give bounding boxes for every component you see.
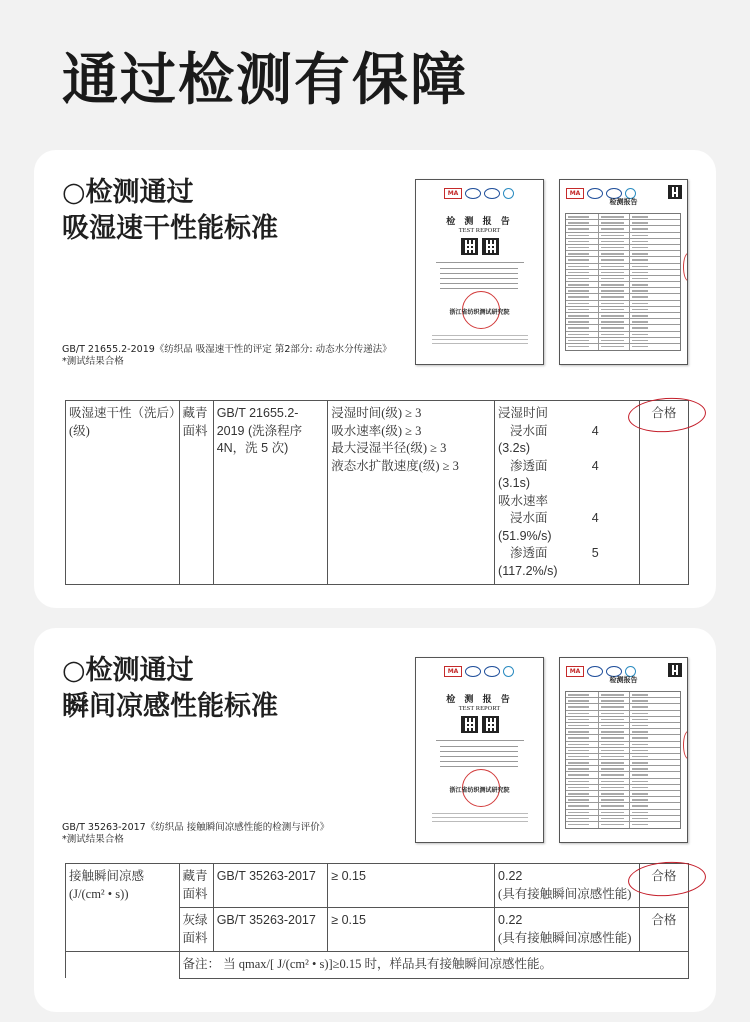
test-item-cell: 接触瞬间凉感 (J/(cm² • s)) [66,864,180,952]
report-title: 检 测 报 告 [446,695,513,705]
verdict-cell: 合格 [639,401,688,585]
result-line [498,510,636,528]
red-seal-edge-icon [683,731,688,759]
section-moisture-wicking [34,150,716,608]
check-passed-label: ○检测通过 [62,655,194,686]
verdict-cell: 合格 [639,864,688,908]
test-item-cell: 吸湿速干性（洗后）(级) [66,401,180,585]
requirement-line: 吸水速率(级) ≥ 3 [331,423,422,438]
cooling-results-table [65,863,689,979]
test-note: *测试结果合格 [62,356,124,367]
result-grade: 5 [591,546,599,560]
result-note: (具有接触瞬间凉感性能) [498,930,632,945]
result-label: 浸水面 [510,423,548,438]
result-line [498,405,636,423]
check-passed-label: ○检测通过 [62,177,194,208]
certification-logos [444,666,514,677]
result-line [498,493,636,511]
result-cell [495,908,640,952]
report-title: 检 测 报 告 [446,217,513,227]
result-value: 0.22 [498,869,523,883]
result-grade: 4 [591,458,599,473]
result-label: (3.1s) [498,476,530,490]
result-note: (具有接触瞬间凉感性能) [498,886,632,901]
result-line [498,475,636,493]
result-label: 浸湿时间 [498,406,549,420]
result-label: 吸水速率 [498,493,549,508]
results-cell [495,401,640,585]
result-label: 渗透面 [510,458,548,473]
result-line [498,440,636,458]
standard-reference: GB/T 21655.2-2019《纺织品 吸湿速干性的评定 第2部分: 动态水分传递法》 [62,344,392,355]
requirement-line: 浸湿时间(级) ≥ 3 [331,406,422,420]
report-table-thumbnail [565,213,681,351]
cnas-logo-icon [484,666,500,677]
result-line [498,458,636,476]
result-label: (3.2s) [498,441,530,455]
result-label: (117.2%/s) [498,563,558,578]
cma-logo-icon: MA [444,666,462,677]
results-list [498,405,636,580]
report-subtitle: TEST REPORT [458,705,501,712]
qr-code-icon [482,238,499,255]
qr-code-icon [482,716,499,733]
report-page-title: 检测报告 [609,676,638,684]
cma-logo-icon: MA [566,188,584,199]
table-note: 备注： 当 qmax/[ J/(cm² • s)]≥0.15 时，样品具有接触瞬间凉感性能。 [179,952,688,979]
result-cell [495,864,640,908]
result-line [498,528,636,546]
test-method-cell: GB/T 21655.2-2019 (洗涤程序 4N，洗 5 次) [213,401,328,585]
requirement-line: 液态水扩散速度(级) ≥ 3 [331,458,459,473]
result-label: (51.9%/s) [498,528,552,543]
test-method-cell: GB/T 35263-2017 [213,864,328,908]
fabric-color-cell: 藏青面料 [179,864,213,908]
result-line [498,563,636,581]
result-line [498,545,636,563]
result-grade [592,440,636,458]
requirement-line: 最大浸湿半径(级) ≥ 3 [331,441,447,455]
report-company: 浙江省纺织测试研究院 [449,309,510,316]
result-grade: 4 [591,423,599,438]
certification-logos [444,188,514,199]
result-grade [592,563,636,581]
fabric-color-cell: 藏青面料 [179,401,213,585]
result-grade [592,475,636,493]
cma-logo-icon: MA [566,666,584,677]
test-report-cover-image [415,179,544,365]
standard-label: 吸湿速干性能标准 [62,213,278,244]
qr-code-icon [461,716,478,733]
result-value: 0.22 [498,913,523,927]
result-grade: 4 [591,511,599,525]
report-company: 浙江省纺织测试研究院 [449,787,510,794]
cnas-logo-icon [484,188,500,199]
standard-label: 瞬间凉感性能标准 [62,691,278,722]
fabric-color-cell: 灰绿面料 [179,908,213,952]
test-method-cell: GB/T 35263-2017 [213,908,328,952]
globe-logo-icon [503,666,514,677]
test-report-cover-image [415,657,544,843]
test-note: *测试结果合格 [62,834,124,845]
report-table-thumbnail [565,691,681,829]
ilac-logo-icon [465,666,481,677]
moisture-wicking-results-table [65,400,689,585]
result-grade [592,528,636,546]
cma-logo-icon: MA [444,188,462,199]
section-instant-cooling [34,628,716,1012]
red-seal-edge-icon [683,253,688,281]
verdict-cell: 合格 [639,908,688,952]
page-title: 通过检测有保障 [62,48,468,113]
result-line [498,423,636,441]
globe-logo-icon [503,188,514,199]
test-report-results-image [559,657,688,843]
standard-reference: GB/T 35263-2017《纺织品 接触瞬间凉感性能的检测与评价》 [62,822,330,833]
requirement-cell: ≥ 0.15 [328,908,495,952]
ilac-logo-icon [465,188,481,199]
result-grade [592,493,636,511]
requirement-cell: ≥ 0.15 [328,864,495,908]
requirements-cell [328,401,495,585]
result-label: 渗透面 [510,546,548,560]
result-label: 浸水面 [510,511,548,525]
report-subtitle: TEST REPORT [458,227,501,234]
report-page-title: 检测报告 [609,198,638,206]
qr-code-icon [461,238,478,255]
test-report-results-image [559,179,688,365]
